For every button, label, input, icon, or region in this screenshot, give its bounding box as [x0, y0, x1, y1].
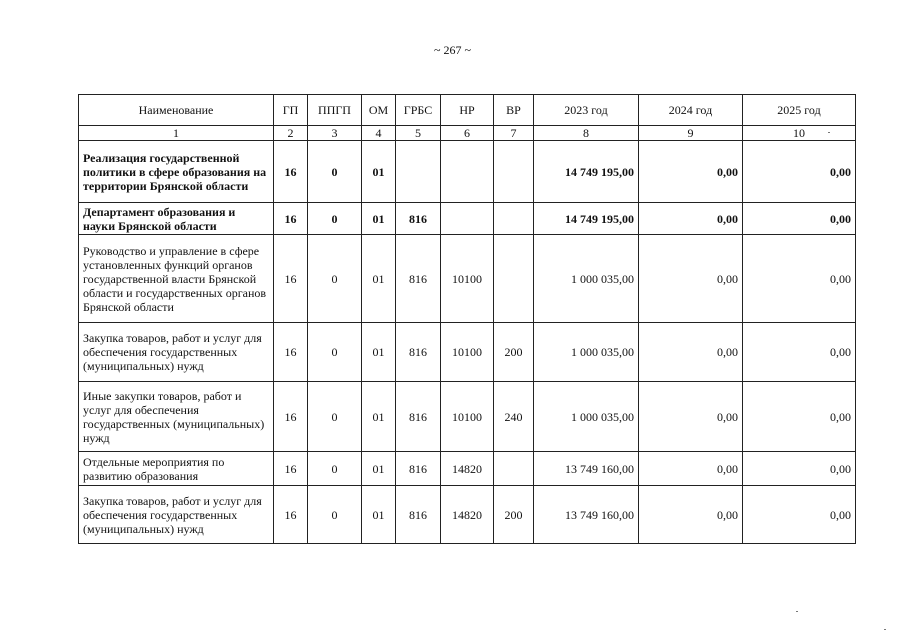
row-grbs [396, 141, 441, 203]
row-amount-2025: 0,00 [743, 323, 856, 382]
row-amount-2023: 13 749 160,00 [534, 486, 639, 544]
row-om: 01 [362, 235, 396, 323]
row-amount-2024: 0,00 [639, 203, 743, 235]
row-vr: 200 [494, 486, 534, 544]
row-name: Департамент образования и науки Брянской области [79, 203, 274, 235]
row-gp: 16 [274, 203, 308, 235]
table-row [79, 486, 856, 544]
budget-table [78, 94, 856, 544]
column-number: 5 [396, 126, 441, 141]
row-om: 01 [362, 452, 396, 486]
table-row [79, 452, 856, 486]
column-number: 10 [743, 126, 856, 141]
row-amount-2023: 13 749 160,00 [534, 452, 639, 486]
header-ppgp: ППГП [308, 95, 362, 126]
scan-speck [828, 132, 830, 133]
table-row [79, 382, 856, 452]
row-grbs: 816 [396, 203, 441, 235]
table-body [79, 141, 856, 544]
header-nr: НР [441, 95, 494, 126]
header-gp: ГП [274, 95, 308, 126]
row-nr: 14820 [441, 486, 494, 544]
row-ppgp: 0 [308, 323, 362, 382]
row-amount-2024: 0,00 [639, 452, 743, 486]
row-nr: 14820 [441, 452, 494, 486]
header-vr: ВР [494, 95, 534, 126]
row-amount-2025: 0,00 [743, 382, 856, 452]
row-vr [494, 203, 534, 235]
row-gp: 16 [274, 323, 308, 382]
row-om: 01 [362, 141, 396, 203]
row-ppgp: 0 [308, 382, 362, 452]
row-ppgp: 0 [308, 203, 362, 235]
row-amount-2023: 14 749 195,00 [534, 141, 639, 203]
table-row [79, 323, 856, 382]
row-ppgp: 0 [308, 452, 362, 486]
row-amount-2023: 1 000 035,00 [534, 235, 639, 323]
row-om: 01 [362, 203, 396, 235]
row-amount-2023: 14 749 195,00 [534, 203, 639, 235]
row-name: Руководство и управление в сфере установленных функций органов государственной власти Брянской области и государственных органов Брянской области [79, 235, 274, 323]
row-amount-2024: 0,00 [639, 235, 743, 323]
row-grbs: 816 [396, 486, 441, 544]
page-number: ~ 267 ~ [434, 43, 471, 57]
row-grbs: 816 [396, 323, 441, 382]
row-om: 01 [362, 486, 396, 544]
table-row [79, 235, 856, 323]
row-nr [441, 203, 494, 235]
scan-speck [796, 611, 798, 612]
row-amount-2024: 0,00 [639, 382, 743, 452]
column-number: 4 [362, 126, 396, 141]
row-name: Отдельные мероприятия по развитию образования [79, 452, 274, 486]
row-om: 01 [362, 382, 396, 452]
row-amount-2024: 0,00 [639, 323, 743, 382]
row-name: Закупка товаров, работ и услуг для обеспечения государственных (муниципальных) нужд [79, 323, 274, 382]
row-amount-2025: 0,00 [743, 486, 856, 544]
row-vr [494, 452, 534, 486]
header-2025: 2025 год [743, 95, 856, 126]
column-number: 2 [274, 126, 308, 141]
row-vr: 240 [494, 382, 534, 452]
column-number: 8 [534, 126, 639, 141]
header-2023: 2023 год [534, 95, 639, 126]
row-vr: 200 [494, 323, 534, 382]
row-ppgp: 0 [308, 235, 362, 323]
table-row [79, 203, 856, 235]
row-amount-2025: 0,00 [743, 141, 856, 203]
row-gp: 16 [274, 382, 308, 452]
row-nr: 10100 [441, 235, 494, 323]
header-2024: 2024 год [639, 95, 743, 126]
row-amount-2023: 1 000 035,00 [534, 323, 639, 382]
row-ppgp: 0 [308, 486, 362, 544]
row-grbs: 816 [396, 235, 441, 323]
row-amount-2024: 0,00 [639, 486, 743, 544]
row-nr: 10100 [441, 382, 494, 452]
row-ppgp: 0 [308, 141, 362, 203]
row-om: 01 [362, 323, 396, 382]
row-gp: 16 [274, 452, 308, 486]
row-vr [494, 235, 534, 323]
header-row [79, 95, 856, 126]
row-amount-2024: 0,00 [639, 141, 743, 203]
column-number: 7 [494, 126, 534, 141]
table-row [79, 141, 856, 203]
header-name: Наименование [79, 95, 274, 126]
column-number: 6 [441, 126, 494, 141]
row-amount-2025: 0,00 [743, 235, 856, 323]
row-gp: 16 [274, 486, 308, 544]
row-gp: 16 [274, 235, 308, 323]
row-nr: 10100 [441, 323, 494, 382]
row-amount-2025: 0,00 [743, 203, 856, 235]
column-number: 9 [639, 126, 743, 141]
row-nr [441, 141, 494, 203]
row-name: Иные закупки товаров, работ и услуг для обеспечения государственных (муниципальных) нужд [79, 382, 274, 452]
row-amount-2023: 1 000 035,00 [534, 382, 639, 452]
row-name: Закупка товаров, работ и услуг для обеспечения государственных (муниципальных) нужд [79, 486, 274, 544]
row-name: Реализация государственной политики в сфере образования на территории Брянской области [79, 141, 274, 203]
column-number-row [79, 126, 856, 141]
row-vr [494, 141, 534, 203]
row-grbs: 816 [396, 452, 441, 486]
column-number: 3 [308, 126, 362, 141]
header-grbs: ГРБС [396, 95, 441, 126]
column-number: 1 [79, 126, 274, 141]
row-gp: 16 [274, 141, 308, 203]
scan-speck [884, 629, 886, 630]
header-om: ОМ [362, 95, 396, 126]
row-amount-2025: 0,00 [743, 452, 856, 486]
row-grbs: 816 [396, 382, 441, 452]
